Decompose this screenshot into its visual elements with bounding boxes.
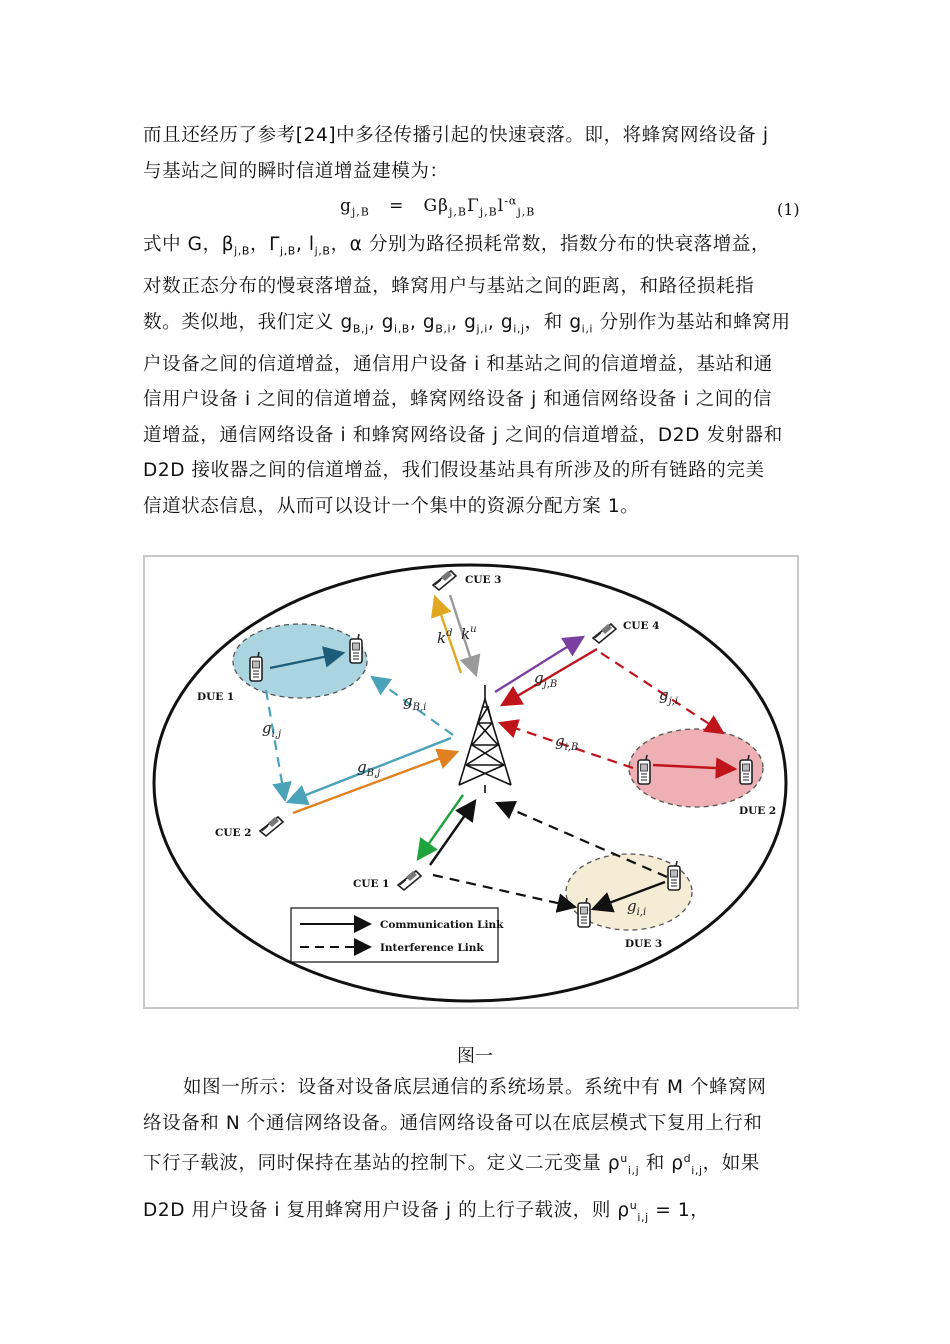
label-gBj: $g_{B,j}$ bbox=[357, 758, 381, 779]
text-line: 对数正态分布的慢衰落增益，蜂窝用户与基站之间的距离，和路径损耗指 bbox=[143, 276, 755, 298]
equation-number: (1) bbox=[777, 200, 800, 219]
label-gjB: $g_{j,B}$ bbox=[534, 669, 558, 690]
base-station-tower-icon bbox=[459, 685, 511, 793]
text-line: 户设备之间的信道增益，通信用户设备 i 和基站之间的信道增益，基站和通 bbox=[143, 353, 773, 375]
due1-rx-phone-icon bbox=[350, 634, 362, 663]
cue2-uplink-arrow bbox=[293, 752, 457, 813]
text-line: 式中 G，$\beta_{j,B}$，$\Gamma_{j,B}$, $l_{j,B}$，α 分别为路径损耗常数，指数分布的快衰落增益， bbox=[143, 234, 771, 258]
label-gji: $g_{j,i}$ bbox=[659, 686, 679, 707]
text-line: 与基站之间的瞬时信道增益建模为： bbox=[143, 160, 449, 182]
text-line: 信道状态信息，从而可以设计一个集中的资源分配方案 1。 bbox=[143, 495, 640, 517]
text-line: 而且还经历了参考[24]中多径传播引起的快速衰落。即，将蜂窝网络设备 j bbox=[143, 125, 769, 146]
due2-rx-phone-icon bbox=[740, 755, 752, 784]
label-due3: DUE 3 bbox=[625, 938, 663, 950]
label-ku: $k^u$ bbox=[461, 624, 477, 643]
text-line: 如图一所示：设备对设备底层通信的系统场景。系统中有 M 个蜂窝网 bbox=[183, 1077, 767, 1098]
label-giB: $g_{i,B}$ bbox=[555, 732, 579, 753]
interference-cue1-due3-arrow bbox=[433, 875, 575, 907]
equation-1: $g_{j,B} = G\beta_{j,B}\Gamma_{j,B}l^{-\alpha}_{j,B}$ bbox=[340, 194, 536, 219]
figure-caption: 图一 bbox=[457, 1046, 493, 1067]
cue3-phone-icon bbox=[433, 571, 456, 590]
cue1-phone-icon bbox=[398, 871, 421, 890]
due3-tx-phone-icon bbox=[668, 861, 680, 890]
legend-interference: Interference Link bbox=[380, 942, 484, 954]
system-diagram bbox=[145, 557, 797, 1007]
text-line: 络设备和 N 个通信网络设备。通信网络设备可以在底层模式下复用上行和 bbox=[143, 1112, 763, 1134]
label-cue4: CUE 4 bbox=[623, 620, 660, 632]
due2-tx-phone-icon bbox=[638, 755, 650, 784]
text-line: 道增益，通信网络设备 i 和蜂窝网络设备 j 之间的信道增益，D2D 发射器和 bbox=[143, 424, 783, 446]
legend bbox=[291, 908, 504, 962]
legend-communication: Communication Link bbox=[380, 919, 504, 931]
text-line: D2D 接收器之间的信道增益，我们假设基站具有所涉及的所有链路的完美 bbox=[143, 460, 765, 482]
paragraph-2 bbox=[143, 227, 808, 524]
label-cue3: CUE 3 bbox=[465, 574, 502, 586]
due3-rx-phone-icon bbox=[578, 898, 590, 927]
paragraph-3 bbox=[143, 1070, 808, 1236]
text-line: 数。类似地，我们定义 $g_{B,j}$, $g_{i,B}$, $g_{B,i}$, $g_{j,i}$, $g_{i,j}$，和 $g_{i,i}$ 分别作为基站和蜂窝用 bbox=[143, 311, 791, 336]
paragraph-1 bbox=[143, 118, 808, 189]
label-gii: $g_{i,i}$ bbox=[627, 897, 647, 918]
label-gBi: $g_{B,i}$ bbox=[403, 692, 427, 713]
text-line: 下行子载波，同时保持在基站的控制下。定义二元变量 $\rho^u_{i,j}$ 和 $\rho^d_{i,j}$，如果 bbox=[143, 1152, 760, 1177]
system-diagram-figure bbox=[143, 555, 799, 1009]
label-cue2: CUE 2 bbox=[215, 827, 252, 839]
label-kd: $k^d$ bbox=[437, 628, 453, 647]
interference-gij-arrow bbox=[266, 690, 285, 800]
label-due2: DUE 2 bbox=[739, 805, 777, 817]
label-due1: DUE 1 bbox=[197, 691, 235, 703]
due1-tx-phone-icon bbox=[250, 652, 262, 681]
cue2-phone-icon bbox=[260, 817, 283, 836]
text-line: 信用户设备 i 之间的信道增益，蜂窝网络设备 j 和通信网络设备 i 之间的信 bbox=[143, 389, 773, 411]
label-gij: $g_{i,j}$ bbox=[262, 719, 282, 740]
cue4-phone-icon bbox=[593, 624, 616, 643]
label-cue1: CUE 1 bbox=[353, 878, 390, 890]
text-line: D2D 用户设备 i 复用蜂窝用户设备 j 的上行子载波，则 $\rho^u_{i,j} = 1$， bbox=[143, 1199, 710, 1225]
